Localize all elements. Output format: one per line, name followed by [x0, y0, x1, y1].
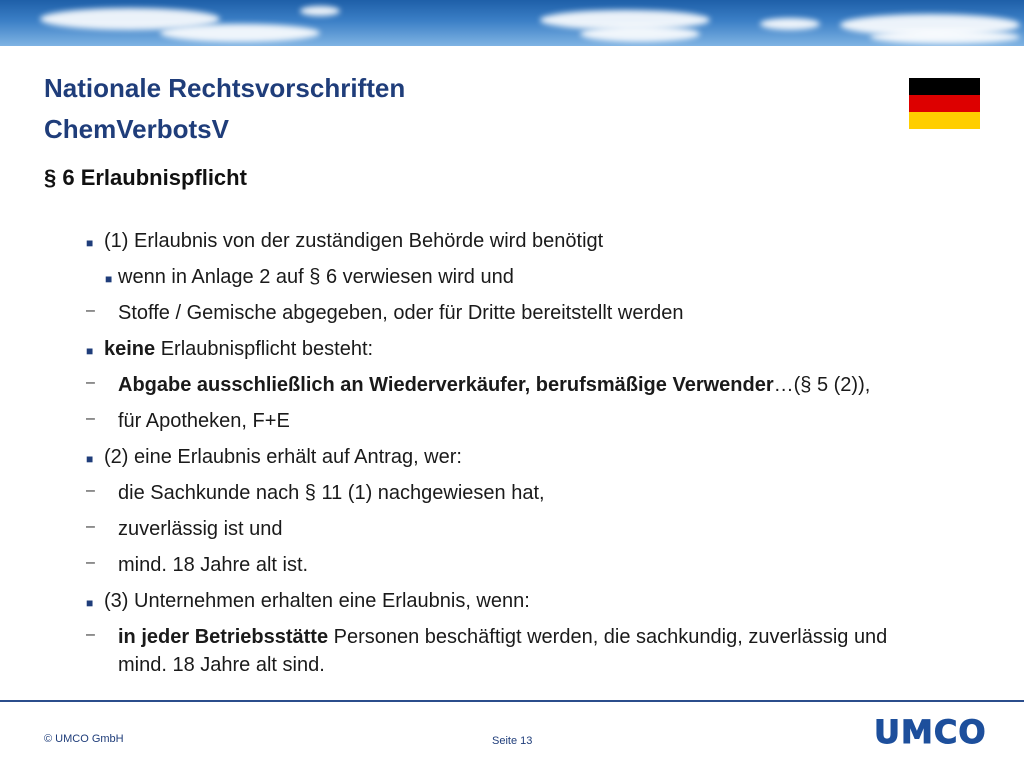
page-title: Nationale Rechtsvorschriften: [44, 73, 406, 103]
dash-icon: –: [86, 626, 95, 643]
dash-icon: –: [86, 374, 95, 391]
sky-banner: [0, 0, 1024, 46]
page-number: Seite 13: [492, 735, 533, 747]
list-item: Stoffe / Gemische abgegeben, oder für Dritte bereitstellt werden: [118, 302, 684, 324]
list-item-text: Erlaubnispflicht besteht:: [155, 338, 374, 360]
bullet-icon: ■: [105, 272, 113, 286]
bullet-icon: ■: [86, 452, 94, 466]
copyright-text: © UMCO GmbH: [44, 733, 124, 745]
emphasis-text: Abgabe ausschließlich an Wiederverkäufer, berufsmäßige Verwender: [118, 374, 774, 396]
dash-icon: –: [86, 518, 95, 535]
list-item: (3) Unternehmen erhalten eine Erlaubnis, wenn:: [104, 590, 530, 612]
dash-icon: –: [86, 482, 95, 499]
list-item: wenn in Anlage 2 auf § 6 verwiesen wird und: [118, 266, 514, 288]
list-item: mind. 18 Jahre alt ist.: [118, 554, 309, 576]
page-subtitle: ChemVerbotsV: [44, 114, 229, 144]
list-item: die Sachkunde nach § 11 (1) nachgewiesen hat,: [118, 482, 545, 504]
german-flag-icon: [909, 78, 980, 129]
bullet-icon: ■: [86, 344, 94, 358]
bullet-icon: ■: [86, 236, 94, 250]
emphasis-text: keine: [104, 338, 156, 360]
umco-logo: UMCO: [874, 713, 987, 751]
list-item: für Apotheken, F+E: [118, 410, 290, 432]
list-item: (1) Erlaubnis von der zuständigen Behörde wird benötigt: [104, 230, 604, 252]
list-item: mind. 18 Jahre alt sind.: [118, 654, 325, 676]
bullet-icon: ■: [86, 596, 94, 610]
dash-icon: –: [86, 554, 95, 571]
dash-icon: –: [86, 410, 95, 427]
section-heading: § 6 Erlaubnispflicht: [44, 165, 247, 190]
list-item: [118, 372, 870, 398]
list-item: zuverlässig ist und: [118, 518, 283, 540]
dash-icon: –: [86, 302, 95, 319]
list-item: (2) eine Erlaubnis erhält auf Antrag, wer:: [104, 446, 462, 468]
footer-divider: [0, 700, 1024, 702]
list-item: [118, 624, 887, 650]
list-item-text: Personen beschäftigt werden, die sachkundig, zuverlässig und: [328, 626, 888, 648]
list-item: [104, 336, 373, 362]
list-item-text: …(§ 5 (2)),: [773, 374, 871, 396]
emphasis-text: in jeder Betriebsstätte: [118, 626, 329, 648]
